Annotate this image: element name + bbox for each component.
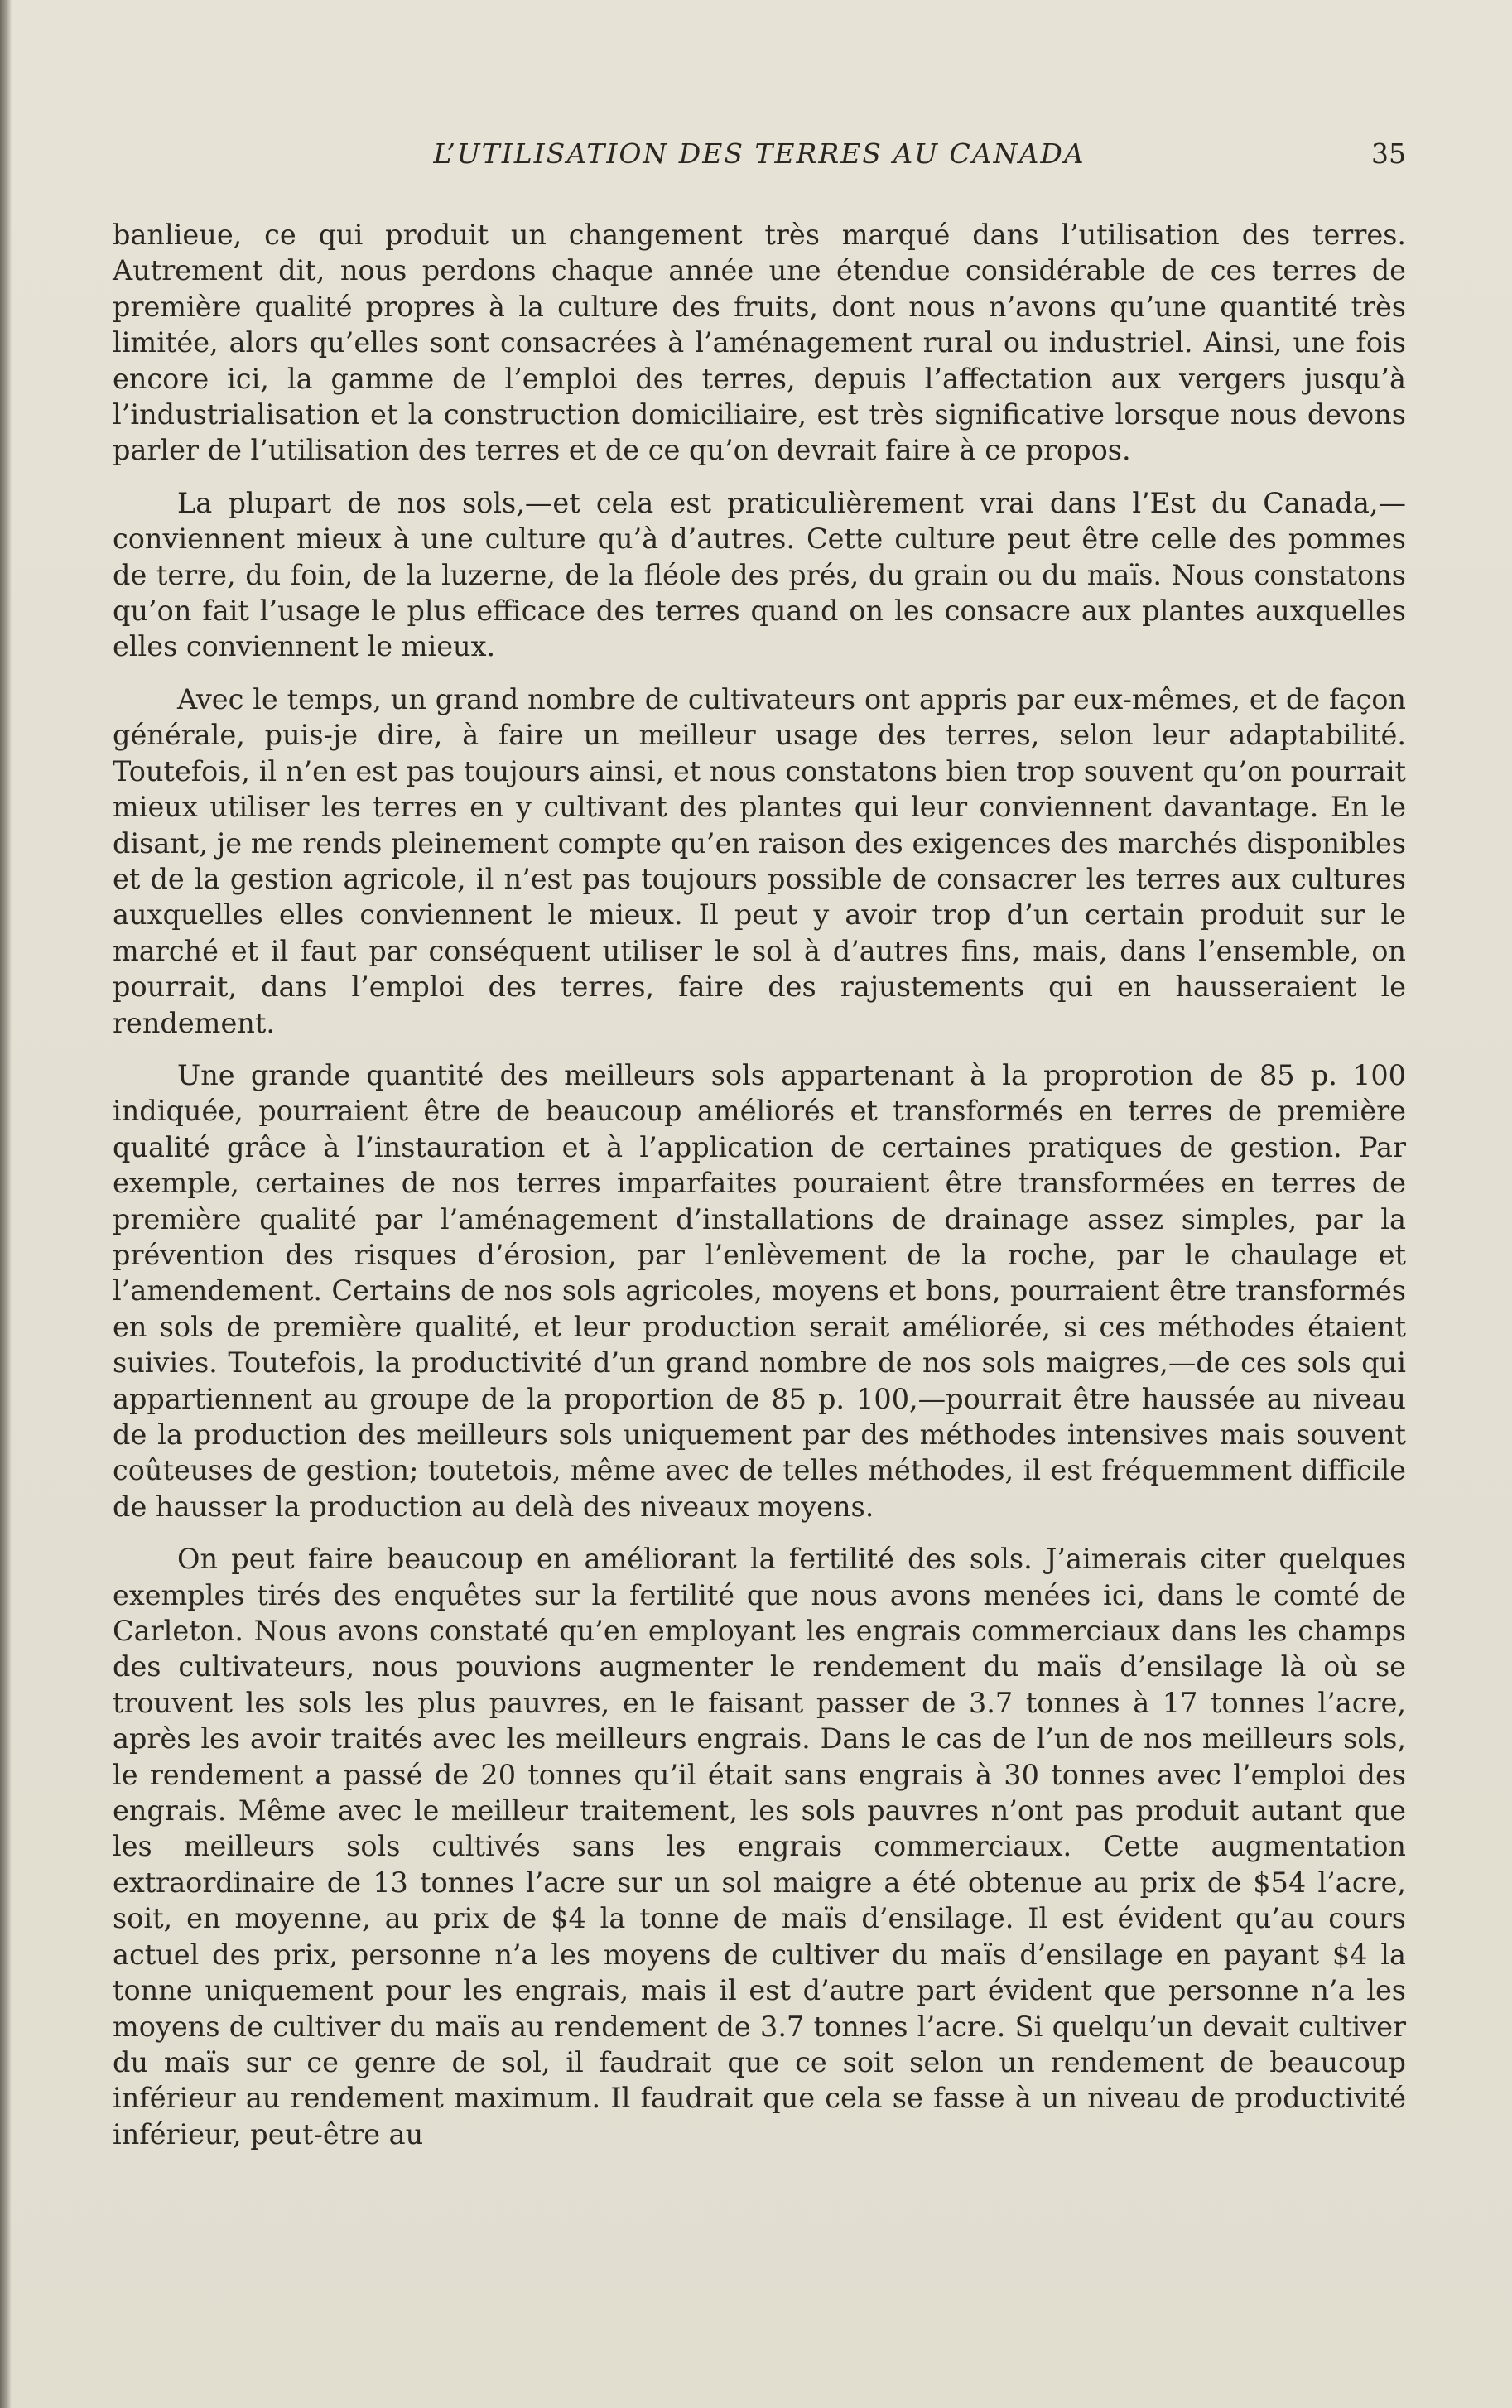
body-text — [113, 217, 1406, 2169]
paragraph: Une grande quantité des meilleurs sols appartenant à la proprotion de 85 p. 100 indiquée, pourraient être de beaucoup améliorés et transformés en terres de première qualité grâce à l’instauration et à l’application de certaines pratiques de gestion. Par exemple, certaines de nos terres imparfaites pouraient être transformées en terres de première qualité par l’aménagement d’installations de drainage assez simples, par la prévention des risques d’érosion, par l’enlèvement de la roche, par le chaulage et l’amendement. Certains de nos sols agricoles, moyens et bons, pourraient être transformés en sols de première qualité, et leur production serait améliorée, si ces méthodes étaient suivies. Toutefois, la productivité d’un grand nombre de nos sols maigres,—de ces sols qui appartiennent au groupe de la proportion de 85 p. 100,—pourrait être haussée au niveau de la production des meilleurs sols uniquement par des méthodes intensives mais souvent coûteuses de gestion; toutetois, même avec de telles méthodes, il est fréquemment difficile de hausser la production au delà des niveaux moyens. — [113, 1058, 1406, 1523]
paragraph: Avec le temps, un grand nombre de cultivateurs ont appris par eux-mêmes, et de façon générale, puis-je dire, à faire un meilleur usage des terres, selon leur adaptabilité. Toutefois, il n’en est pas toujours ainsi, et nous constatons bien trop souvent qu’on pourrait mieux utiliser les terres en y cultivant des plantes qui leur conviennent davantage. En le disant, je me rends pleinement compte qu’en raison des exigences des marchés disponibles et de la gestion agricole, il n’est pas toujours possible de consacrer les terres aux cultures auxquelles elles conviennent le mieux. Il peut y avoir trop d’un certain produit sur le marché et il faut par conséquent utiliser le sol à d’autres fins, mais, dans l’ensemble, on pourrait, dans l’emploi des terres, faire des rajustements qui en hausseraient le rendement. — [113, 682, 1406, 1039]
page-number: 35 — [1371, 137, 1406, 170]
paragraph: banlieue, ce qui produit un changement très marqué dans l’utilisation des terres. Autrement dit, nous perdons chaque année une étendue considérable de ces terres de première qualité propres à la culture des fruits, dont nous n’avons qu’une quantité très limitée, alors qu’elles sont consacrées à l’aménagement rural ou industriel. Ainsi, une fois encore ici, la gamme de l’emploi des terres, depuis l’affectation aux vergers jusqu’à l’industrialisation et la construction domiciliaire, est très significative lorsque nous devons parler de l’utilisation des terres et de ce qu’on devrait faire à ce propos. — [113, 219, 1406, 467]
paragraph: La plupart de nos sols,—et cela est praticulièrement vrai dans l’Est du Canada,—conviennent mieux à une culture qu’à d’autres. Cette culture peut être celle des pommes de terre, du foin, de la luzerne, de la fléole des prés, du grain ou du maïs. Nous constatons qu’on fait l’usage le plus efficace des terres quand on les consacre aux plantes auxquelles elles conviennent le mieux. — [113, 486, 1406, 663]
running-title: L’UTILISATION DES TERRES AU CANADA — [433, 137, 1086, 170]
page-header — [113, 134, 1406, 176]
page-binding-edge — [0, 0, 12, 2408]
paragraph: On peut faire beaucoup en améliorant la fertilité des sols. J’aimerais citer quelques exemples tirés des enquêtes sur la fertilité que nous avons menées ici, dans le comté de Carleton. Nous avons constaté qu’en employant les engrais commerciaux dans les champs des cultivateurs, nous pouvions augmenter le rendement du maïs d’ensilage là où se trouvent les sols les plus pauvres, en le faisant passer de 3.7 tonnes à 17 tonnes l’acre, après les avoir traités avec les meilleurs engrais. Dans le cas de l’un de nos meilleurs sols, le rendement a passé de 20 tonnes qu’il était sans engrais à 30 tonnes avec l’emploi des engrais. Même avec le meilleur traitement, les sols pauvres n’ont pas produit autant que les meilleurs sols cultivés sans les engrais commerciaux. Cette augmentation extraordinaire de 13 tonnes l’acre sur un sol maigre a été obtenue au prix de $54 l’acre, soit, en moyenne, au prix de $4 la tonne de maïs d’ensilage. Il est évident qu’au cours actuel des prix, personne n’a les moyens de cultiver du maïs d’ensilage en payant $4 la tonne uniquement pour les engrais, mais il est d’autre part évident que personne n’a les moyens de cultiver du maïs au rendement de 3.7 tonnes l’acre. Si quelqu’un devait cultiver du maïs sur ce genre de sol, il faudrait que ce soit selon un rendement de beaucoup inférieur au rendement maximum. Il faudrait que cela se fasse à un niveau de productivité inférieur, peut-être au — [113, 1543, 1406, 2150]
